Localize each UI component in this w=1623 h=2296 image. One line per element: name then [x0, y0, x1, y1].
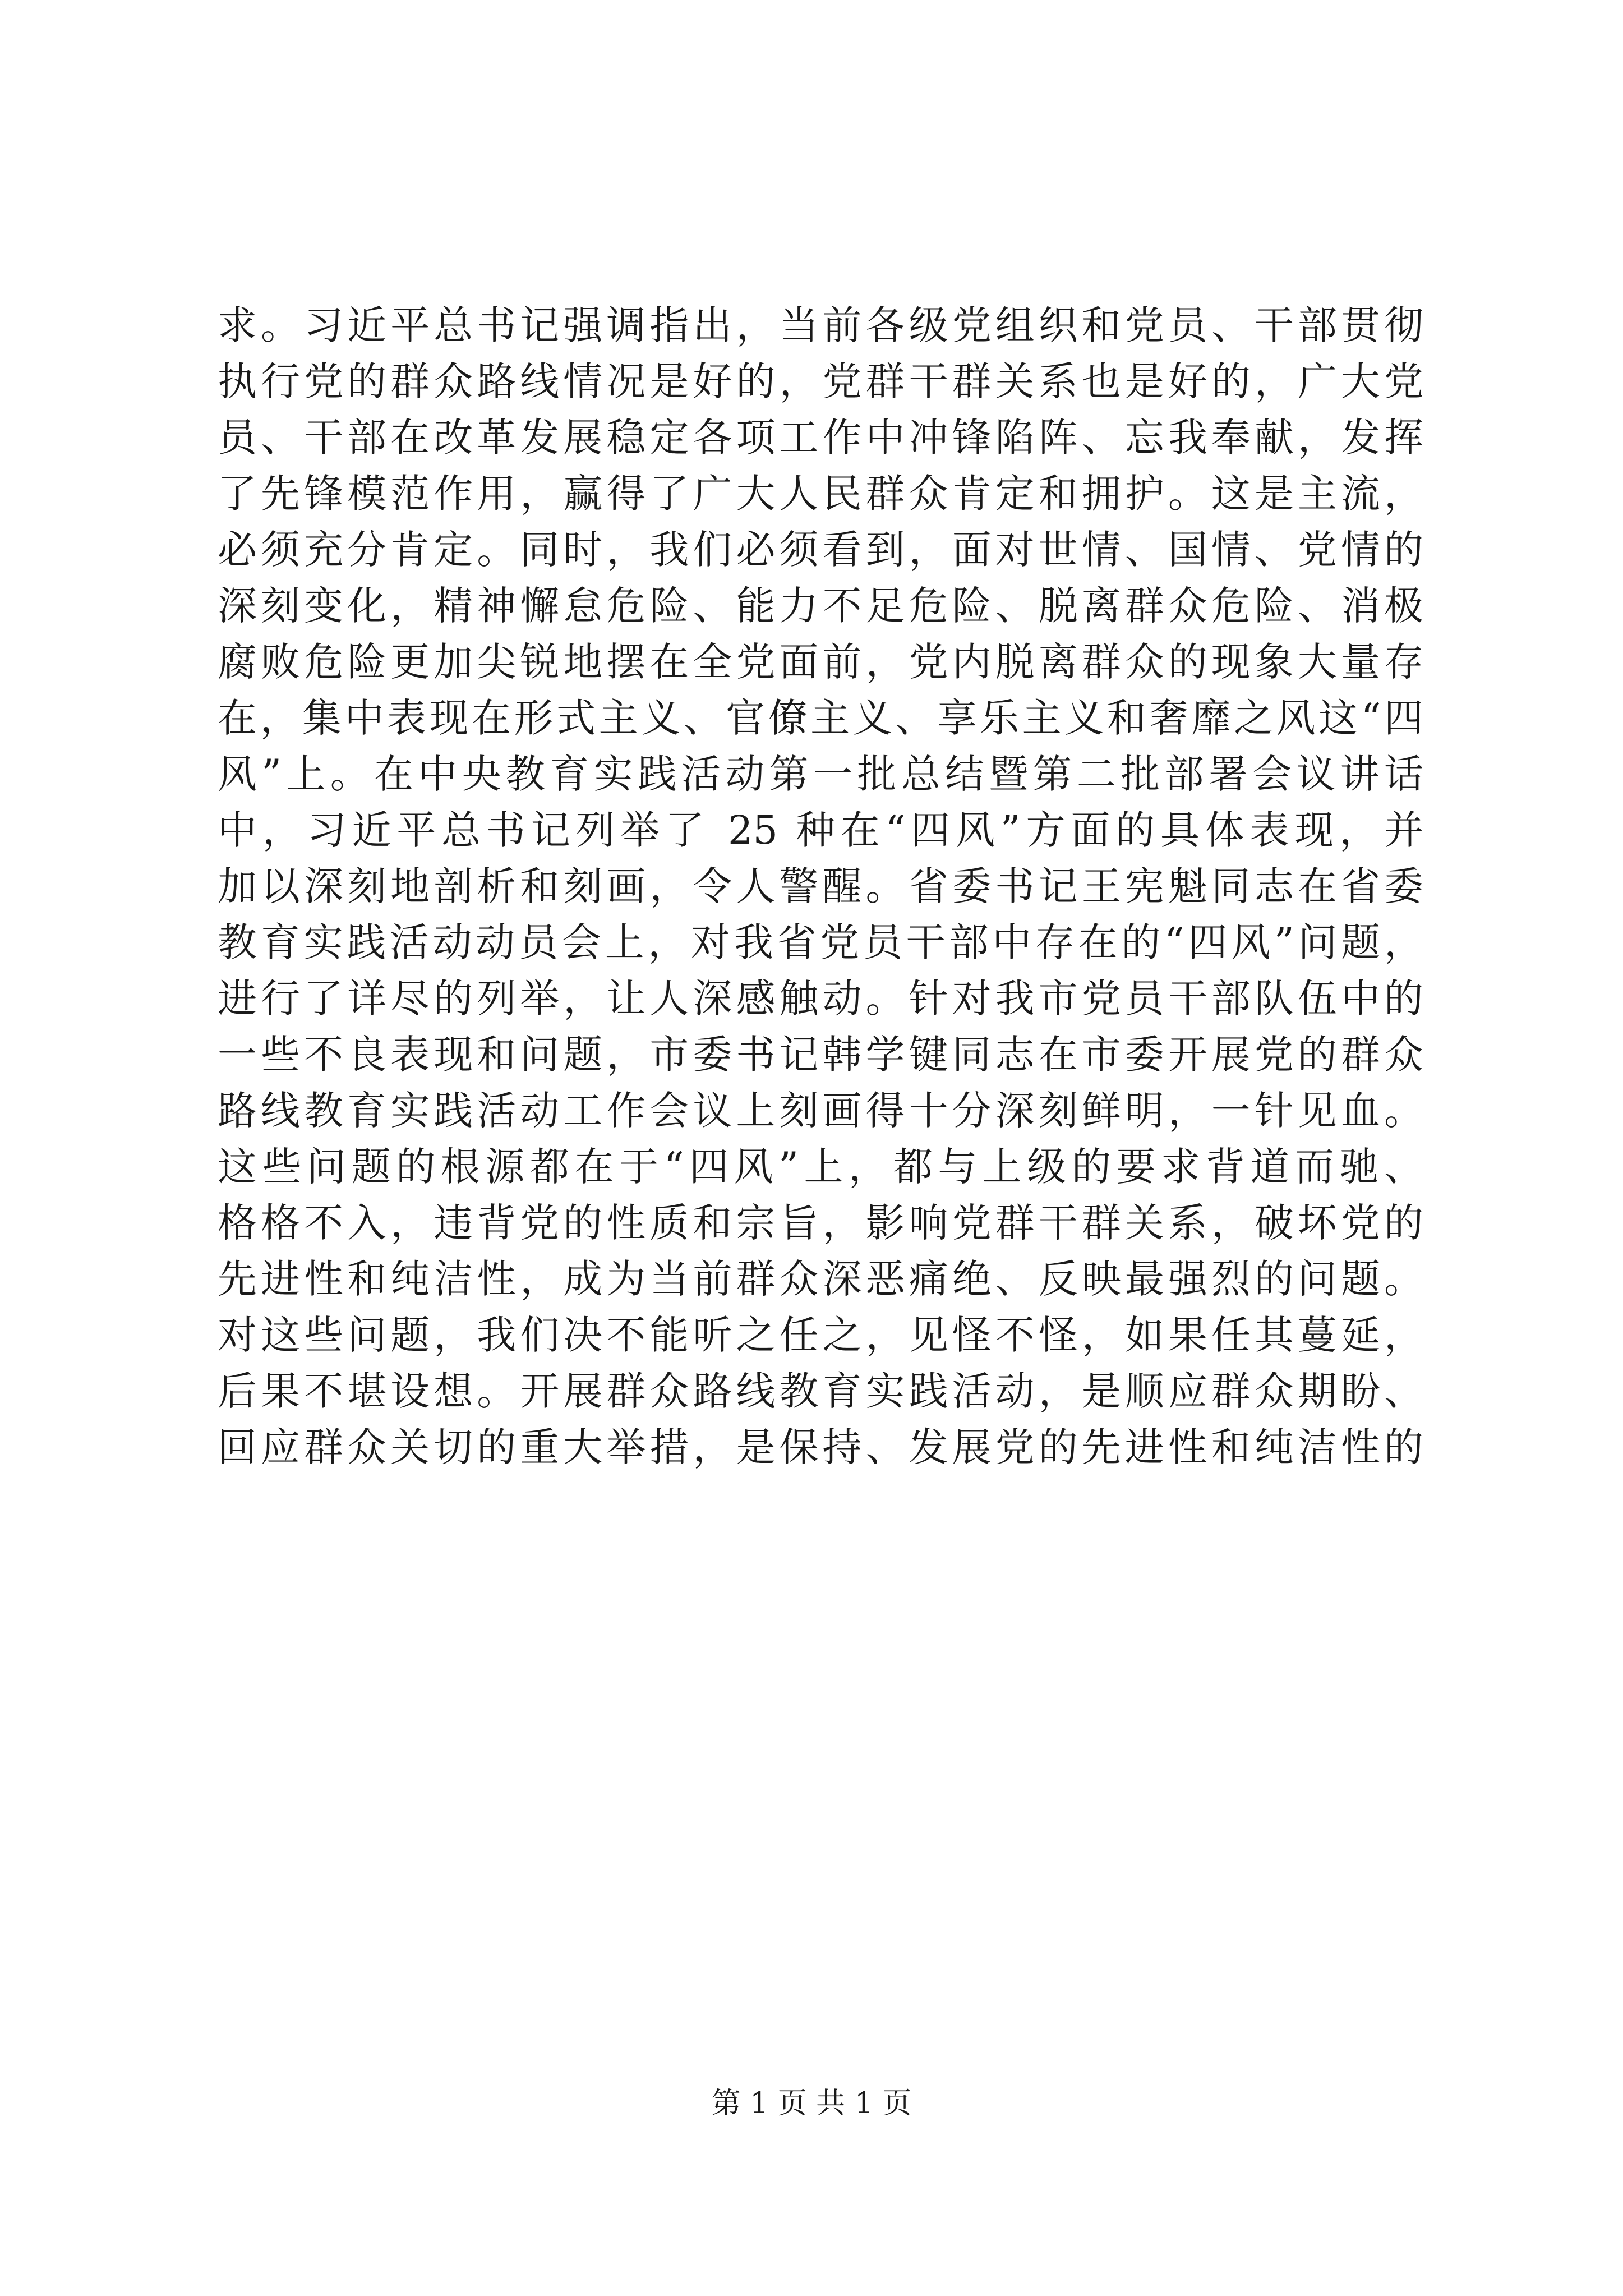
body-text	[218, 297, 1423, 1475]
text-line: 进行了详尽的列举，让人深感触动。针对我市党员干部队伍中的	[218, 976, 1423, 1022]
text-line: 路线教育实践活动工作会议上刻画得十分深刻鲜明，一针见血。	[218, 1088, 1423, 1134]
text-line: 风”上。在中央教育实践活动第一批总结暨第二批部署会议讲话	[218, 751, 1423, 797]
text-line: 执行党的群众路线情况是好的，党群干群关系也是好的，广大党	[218, 358, 1423, 404]
text-line: 深刻变化，精神懈怠危险、能力不足危险、脱离群众危险、消极	[218, 583, 1423, 629]
text-line: 必须充分肯定。同时，我们必须看到，面对世情、国情、党情的	[218, 527, 1423, 573]
text-line: 员、干部在改革发展稳定各项工作中冲锋陷阵、忘我奉献，发挥	[218, 415, 1423, 461]
text-line: 加以深刻地剖析和刻画，令人警醒。省委书记王宪魁同志在省委	[218, 863, 1423, 909]
text-line: 格格不入，违背党的性质和宗旨，影响党群干群关系，破坏党的	[218, 1200, 1423, 1246]
text-line: 腐败危险更加尖锐地摆在全党面前，党内脱离群众的现象大量存	[218, 639, 1423, 685]
text-line: 这些问题的根源都在于“四风”上，都与上级的要求背道而驰、	[218, 1144, 1423, 1190]
text-line: 先进性和纯洁性，成为当前群众深恶痛绝、反映最强烈的问题。	[218, 1256, 1423, 1302]
text-line: 后果不堪设想。开展群众路线教育实践活动，是顺应群众期盼、	[218, 1368, 1423, 1414]
text-line: 求。习近平总书记强调指出，当前各级党组织和党员、干部贯彻	[218, 302, 1423, 348]
text-line: 了先锋模范作用，赢得了广大人民群众肯定和拥护。这是主流，	[218, 471, 1423, 517]
text-line: 回应群众关切的重大举措，是保持、发展党的先进性和纯洁性的	[218, 1424, 1423, 1470]
text-line: 中，习近平总书记列举了 25 种在“四风”方面的具体表现，并	[218, 807, 1423, 853]
text-line: 对这些问题，我们决不能听之任之，见怪不怪，如果任其蔓延，	[218, 1312, 1423, 1358]
text-line: 在，集中表现在形式主义、官僚主义、享乐主义和奢靡之风这“四	[218, 695, 1423, 741]
text-line: 一些不良表现和问题，市委书记韩学键同志在市委开展党的群众	[218, 1032, 1423, 1078]
text-line: 教育实践活动动员会上，对我省党员干部中存在的“四风”问题，	[218, 919, 1423, 965]
page-footer: 第 1 页 共 1 页	[711, 2087, 912, 2120]
